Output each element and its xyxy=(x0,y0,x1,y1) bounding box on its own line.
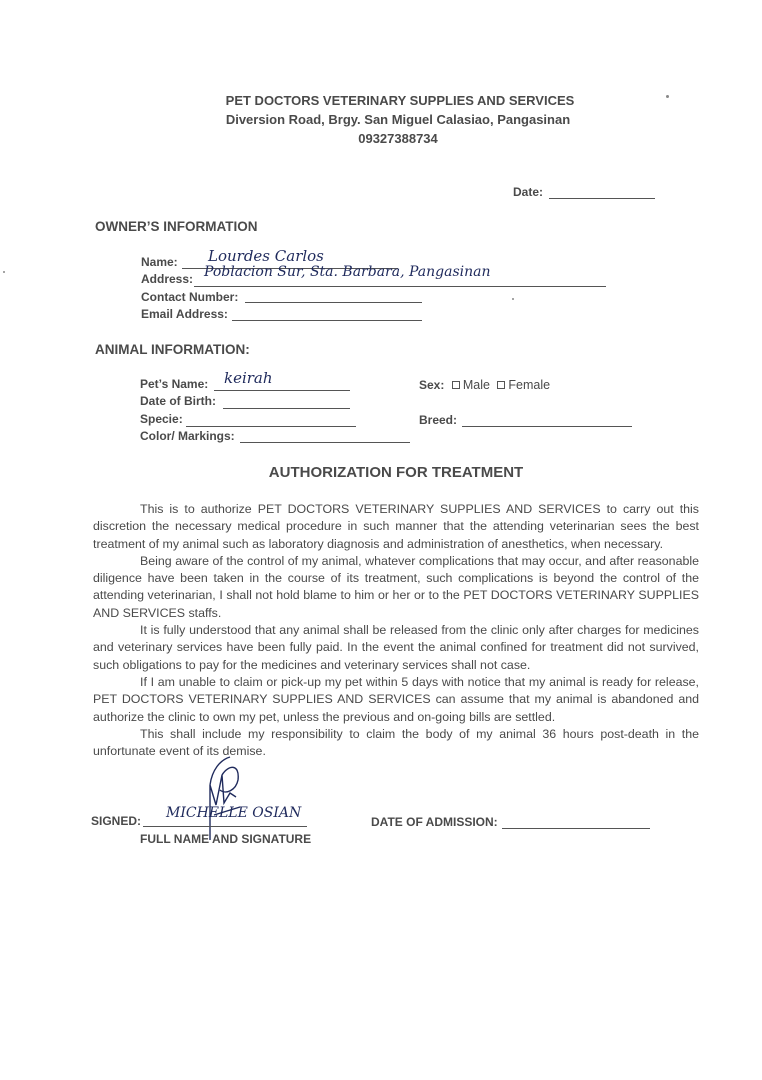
full-name-signature-label: FULL NAME AND SIGNATURE xyxy=(140,832,312,846)
specie-label: Specie: xyxy=(140,412,183,426)
contact-number-label: Contact Number: xyxy=(141,290,239,304)
authorization-paragraph: This shall include my responsibility to claim the body of my animal 36 hours post-death in the unfortunate event of its demise. xyxy=(93,726,699,759)
owner-address-value: Poblacion Sur, Sta. Barbara, Pangasinan xyxy=(204,264,491,280)
signed-name-value: MICHELLE OSIAN xyxy=(166,805,302,821)
owner-address-label: Address: xyxy=(141,272,194,286)
female-checkbox[interactable] xyxy=(497,381,505,389)
owner-name-value: Lourdes Carlos xyxy=(208,247,324,265)
company-phone: 09327388734 xyxy=(358,131,438,146)
owner-name-label: Name: xyxy=(141,255,178,269)
animal-section-title: ANIMAL INFORMATION: xyxy=(95,342,250,357)
handwritten-signature xyxy=(150,745,270,845)
scan-speck xyxy=(3,271,5,273)
breed-label: Breed: xyxy=(419,413,458,427)
date-label: Date: xyxy=(513,185,544,199)
authorization-title: AUTHORIZATION FOR TREATMENT xyxy=(268,464,524,481)
email-address-label: Email Address: xyxy=(141,307,228,321)
scan-speck xyxy=(512,298,514,300)
date-field[interactable] xyxy=(549,198,655,199)
owner-section-title: OWNER’S INFORMATION xyxy=(95,219,258,234)
pets-name-field[interactable] xyxy=(214,390,350,391)
date-of-birth-field[interactable] xyxy=(223,408,350,409)
date-of-admission-label: DATE OF ADMISSION: xyxy=(371,815,498,829)
contact-number-field[interactable] xyxy=(245,302,422,303)
email-address-field[interactable] xyxy=(232,320,422,321)
pets-name-label: Pet’s Name: xyxy=(140,377,209,391)
authorization-body xyxy=(93,501,699,760)
signature-field[interactable] xyxy=(143,826,307,827)
date-of-admission-field[interactable] xyxy=(502,828,650,829)
authorization-paragraph: Being aware of the control of my animal, whatever complications that may occur, and after reasonable diligence have been taken in the course of its treatment, such complications is beyond the control of the attending veterinarian, I shall not hold blame to him or her or to the PET DOCTORS VETERINARY SUPPLIES AND SERVICES staffs. xyxy=(93,553,699,620)
male-checkbox[interactable] xyxy=(452,381,460,389)
company-name: PET DOCTORS VETERINARY SUPPLIES AND SERVICES xyxy=(225,93,575,108)
sex-field xyxy=(419,378,550,392)
owner-address-field[interactable] xyxy=(194,286,606,287)
color-markings-label: Color/ Markings: xyxy=(140,429,235,443)
authorization-paragraph: This is to authorize PET DOCTORS VETERINARY SUPPLIES AND SERVICES to carry out this discretion the necessary medical procedure in such manner that the attending veterinarian sees the best treatment of my animal such as laboratory diagnosis and administration of anesthetics, when necessary. xyxy=(93,502,699,551)
specie-field[interactable] xyxy=(186,426,356,427)
color-markings-field[interactable] xyxy=(240,442,410,443)
female-option-label: Female xyxy=(508,378,551,392)
authorization-paragraph: If I am unable to claim or pick-up my pet within 5 days with notice that my animal is ready for release, PET DOCTORS VETERINARY SUPPLIES AND SERVICES can assume that my animal is abandoned and authorize the clinic to own my pet, unless the previous and on-going bills are settled. xyxy=(93,674,699,724)
authorization-paragraph: It is fully understood that any animal shall be released from the clinic only after charges for medicines and veterinary services have been fully paid. In the event the animal confined for treatment did not survived, such obligations to pay for the medicines and veterinary services shall not case. xyxy=(93,623,699,672)
scan-speck xyxy=(666,95,669,98)
breed-field[interactable] xyxy=(462,426,632,427)
date-of-birth-label: Date of Birth: xyxy=(140,394,216,408)
sex-label: Sex: xyxy=(419,378,445,392)
pets-name-value: keirah xyxy=(224,369,273,387)
signed-label: SIGNED: xyxy=(91,814,142,828)
male-option-label: Male xyxy=(462,378,490,392)
company-address: Diversion Road, Brgy. San Miguel Calasiao, Pangasinan xyxy=(225,112,571,127)
